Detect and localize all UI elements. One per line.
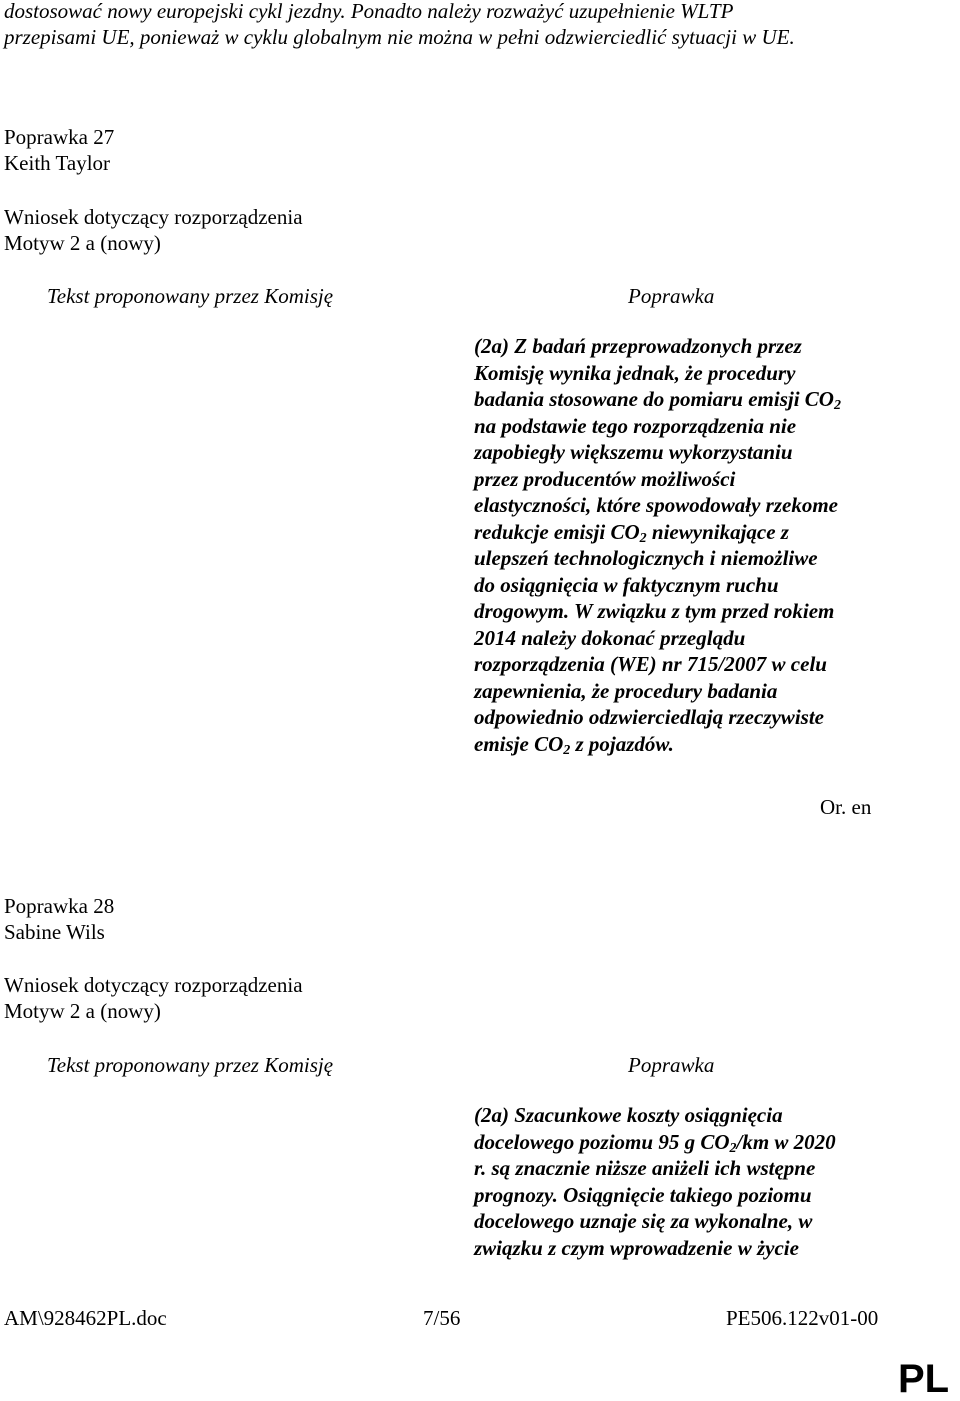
amendment-27-recital: Motyw 2 a (nowy) bbox=[4, 231, 161, 255]
amendment-28-left-column-header: Tekst proponowany przez Komisję bbox=[47, 1053, 334, 1077]
footer-doc-reference: AM\928462PL.doc bbox=[4, 1306, 167, 1330]
amendment-27-line: Komisję wynika jednak, że procedury bbox=[474, 360, 796, 385]
amendment-28-line: związku z czym wprowadzenie w życie bbox=[474, 1235, 799, 1260]
amendment-27-line: 2014 należy dokonać przeglądu bbox=[474, 625, 746, 650]
subscript: 2 bbox=[563, 742, 571, 758]
subscript: 2 bbox=[729, 1140, 737, 1156]
footer-pe-reference: PE506.122v01-00 bbox=[726, 1306, 879, 1330]
text-fragment: redukcje emisji CO bbox=[474, 519, 640, 544]
amendment-27-line: do osiągnięcia w faktycznym ruchu bbox=[474, 572, 779, 597]
amendment-27-author: Keith Taylor bbox=[4, 151, 111, 175]
original-language-label: Or. en bbox=[820, 795, 872, 819]
amendment-28-text bbox=[474, 1102, 894, 1261]
footer-page-number: 7/56 bbox=[423, 1306, 461, 1330]
amendment-27-line: odpowiednio odzwierciedlają rzeczywiste bbox=[474, 705, 824, 729]
continued-text-line-2: przepisami UE, ponieważ w cyklu globalnym nie można w pełni odzwierciedlić sytuacji w UE. bbox=[4, 25, 795, 49]
amendment-27-line: zapewnienia, że procedury badania bbox=[474, 678, 778, 703]
amendment-27-line: ulepszeń technologicznych i niemożliwe bbox=[474, 546, 818, 570]
text-fragment: W związku z tym przed rokiem bbox=[569, 599, 835, 623]
amendment-27-line: zapobiegły większemu wykorzystaniu bbox=[474, 440, 793, 464]
subscript: 2 bbox=[833, 398, 841, 413]
amendment-27-line: na podstawie tego rozporządzenia nie bbox=[474, 413, 797, 438]
amendment-28-number: Poprawka 28 bbox=[4, 894, 115, 918]
amendment-28-right-column-header: Poprawka bbox=[628, 1053, 715, 1077]
amendment-27-line bbox=[474, 519, 894, 546]
continued-text-line-1: dostosować nowy europejski cykl jezdny. Ponadto należy rozważyć uzupełnienie WLTP bbox=[4, 0, 734, 23]
text-fragment: z pojazdów. bbox=[570, 731, 674, 756]
text-fragment: drogowym. bbox=[474, 599, 570, 623]
amendment-27-number: Poprawka 27 bbox=[4, 125, 115, 149]
amendment-27-line bbox=[474, 731, 894, 758]
amendment-28-line: r. są znacznie niższe aniżeli ich wstępne bbox=[474, 1156, 816, 1180]
amendment-27-line bbox=[474, 598, 894, 625]
amendment-28-line: prognozy. Osiągnięcie takiego poziomu bbox=[474, 1182, 812, 1207]
amendment-27-line: (2a) Z badań przeprowadzonych przez bbox=[474, 334, 802, 358]
amendment-28-proposal: Wniosek dotyczący rozporządzenia bbox=[4, 973, 303, 997]
amendment-28-recital: Motyw 2 a (nowy) bbox=[4, 999, 161, 1023]
amendment-27-line: rozporządzenia (WE) nr 715/2007 w celu bbox=[474, 652, 827, 676]
amendment-27-text bbox=[474, 333, 894, 757]
amendment-28-line: docelowego uznaje się za wykonalne, w bbox=[474, 1209, 813, 1233]
text-fragment: docelowego poziomu 95 g CO bbox=[474, 1129, 730, 1154]
amendment-27-proposal: Wniosek dotyczący rozporządzenia bbox=[4, 205, 303, 229]
text-fragment: niewynikające z bbox=[646, 519, 789, 544]
amendment-27-line: przez producentów możliwości bbox=[474, 466, 736, 491]
amendment-27-right-column-header: Poprawka bbox=[628, 284, 715, 308]
text-fragment: badania stosowane do pomiaru emisji CO bbox=[474, 387, 834, 411]
amendment-28-line bbox=[474, 1129, 894, 1156]
amendment-28-line: (2a) Szacunkowe koszty osiągnięcia bbox=[474, 1103, 783, 1127]
amendment-27-line bbox=[474, 386, 894, 413]
text-fragment: /km w 2020 bbox=[736, 1129, 836, 1154]
amendment-27-line: elastyczności, które spowodowały rzekome bbox=[474, 493, 838, 517]
amendment-27-left-column-header: Tekst proponowany przez Komisję bbox=[47, 284, 334, 308]
amendment-28-author: Sabine Wils bbox=[4, 920, 105, 944]
footer-language-code: PL bbox=[898, 1357, 950, 1401]
text-fragment: emisje CO bbox=[474, 731, 564, 756]
subscript: 2 bbox=[639, 530, 647, 546]
